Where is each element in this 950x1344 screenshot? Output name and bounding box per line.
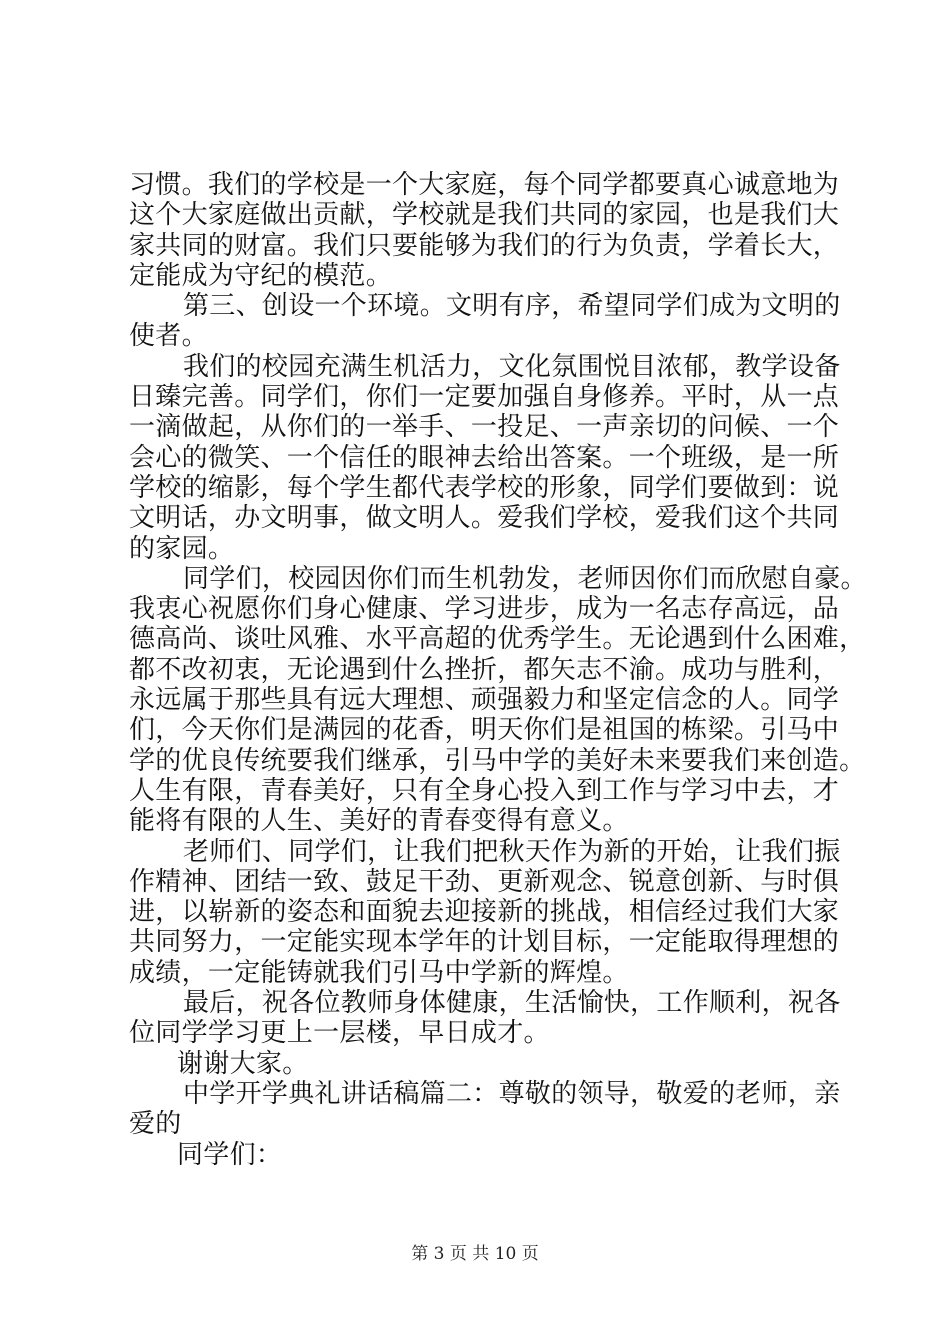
text-line: 定能成为守纪的模范。	[129, 260, 393, 291]
text-line: 一滴做起，从你们的一举手、一投足、一声亲切的问候、一个	[129, 412, 840, 443]
text-line: 使者。	[129, 321, 208, 352]
text-line: 谢谢大家。	[177, 1048, 309, 1079]
text-line: 共同努力，一定能实现本学年的计划目标，一定能取得理想的	[129, 927, 840, 958]
text-line: 位同学学习更上一层楼，早日成才。	[129, 1018, 550, 1049]
text-line: 同学们，校园因你们而生机勃发，老师因你们而欣慰自豪。	[183, 563, 867, 594]
text-line: 都不改初衷，无论遇到什么挫折，都矢志不渝。成功与胜利，	[129, 654, 840, 685]
text-line: 同学们：	[177, 1139, 283, 1170]
text-line: 学的优良传统要我们继承，引马中学的美好未来要我们来创造。	[129, 745, 866, 776]
text-line: 学校的缩影，每个学生都代表学校的形象，同学们要做到：说	[129, 472, 840, 503]
text-line: 进，以崭新的姿态和面貌去迎接新的挑战，相信经过我们大家	[129, 897, 840, 928]
page-footer: 第 3 页 共 10 页	[411, 1244, 539, 1264]
text-line: 们，今天你们是满园的花香，明天你们是祖国的栋梁。引马中	[129, 715, 840, 746]
text-line: 人生有限，青春美好，只有全身心投入到工作与学习中去，才	[129, 775, 840, 806]
document-body	[129, 170, 867, 1170]
text-line: 这个大家庭做出贡献，学校就是我们共同的家园，也是我们大	[129, 200, 840, 231]
text-line: 我们的校园充满生机活力，文化氛围悦目浓郁，教学设备	[183, 351, 841, 382]
text-line: 德高尚、谈吐风雅、水平高超的优秀学生。无论遇到什么困难，	[129, 624, 866, 655]
text-line: 最后，祝各位教师身体健康，生活愉快，工作顺利，祝各	[183, 988, 841, 1019]
text-line: 会心的微笑、一个信任的眼神去给出答案。一个班级，是一所	[129, 442, 840, 473]
text-line: 能将有限的人生、美好的青春变得有意义。	[129, 806, 629, 837]
text-line: 成绩，一定能铸就我们引马中学新的辉煌。	[129, 957, 629, 988]
text-line: 作精神、团结一致、鼓足干劲、更新观念、锐意创新、与时俱	[129, 866, 840, 897]
text-line: 日臻完善。同学们，你们一定要加强自身修养。平时，从一点	[129, 382, 840, 413]
text-line: 的家园。	[129, 533, 235, 564]
text-line: 文明话，办文明事，做文明人。爱我们学校，爱我们这个共同	[129, 503, 840, 534]
text-line: 永远属于那些具有远大理想、顽强毅力和坚定信念的人。同学	[129, 685, 840, 716]
text-line: 老师们、同学们，让我们把秋天作为新的开始，让我们振	[183, 836, 841, 867]
text-line: 我衷心祝愿你们身心健康、学习进步，成为一名志存高远，品	[129, 594, 840, 625]
text-line: 第三、创设一个环境。文明有序，希望同学们成为文明的	[183, 291, 841, 322]
text-line: 家共同的财富。我们只要能够为我们的行为负责，学着长大，	[129, 230, 840, 261]
text-line: 爱的	[129, 1109, 182, 1140]
text-line: 中学开学典礼讲话稿篇二：尊敬的领导，敬爱的老师，亲	[183, 1078, 841, 1109]
text-line: 习惯。我们的学校是一个大家庭，每个同学都要真心诚意地为	[129, 170, 840, 200]
